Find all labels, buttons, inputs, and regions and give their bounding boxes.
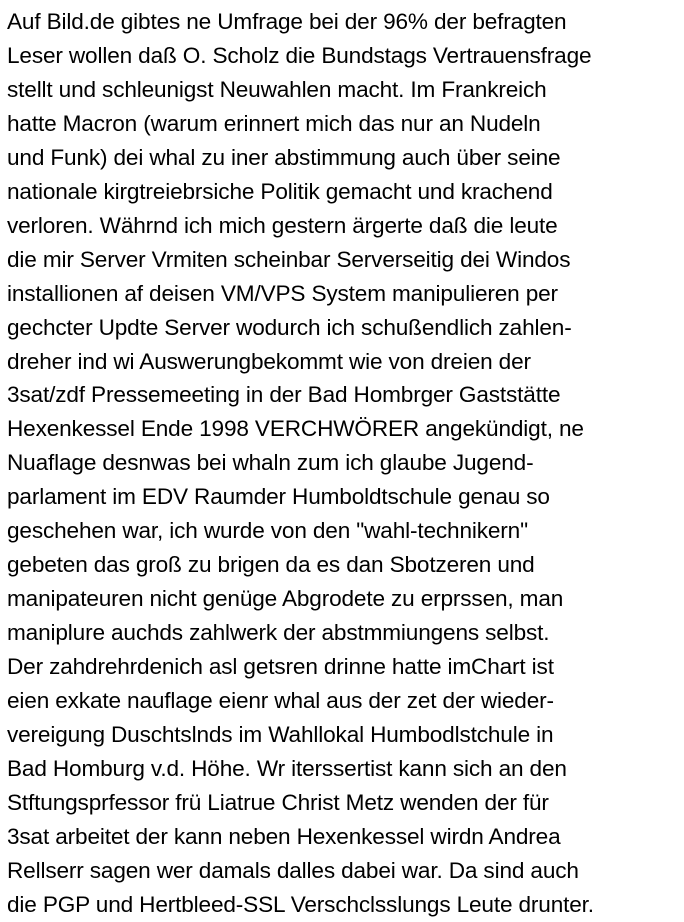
text-line: hatte Macron (warum erinnert mich das nur an Nudeln xyxy=(7,110,541,136)
text-line: eien exkate nauflage eienr whal aus der zet der wieder- xyxy=(7,688,554,714)
text-line: geschehen war, ich wurde von den "wahl-technikern" xyxy=(7,518,528,544)
text-line: maniplure auchds zahlwerk der abstmmiungens selbst. xyxy=(7,620,550,646)
text-line: gechcter Updte Server wodurch ich schußendlich zahlen- xyxy=(7,314,572,340)
text-line: Nuaflage desnwas bei whaln zum ich glaube Jugend- xyxy=(7,450,534,476)
text-line: stellt und schleunigst Neuwahlen macht. Im Frankreich xyxy=(7,76,547,102)
text-line: verloren. Währnd ich mich gestern ärgerte daß die leute xyxy=(7,212,558,238)
text-line: manipateuren nicht genüge Abgrodete zu erprssen, man xyxy=(7,586,564,612)
text-line: vereigung Duschtslnds im Wahllokal Humbodlstchule in xyxy=(7,722,554,748)
text-line: 3sat arbeitet der kann neben Hexenkessel wirdn Andrea xyxy=(7,823,561,849)
text-line: 3sat/zdf Pressemeeting in der Bad Hombrger Gaststätte xyxy=(7,382,561,408)
text-line: parlament im EDV Raumder Humboldtschule genau so xyxy=(7,484,550,510)
text-line: nationale kirgtreiebrsiche Politik gemacht und krachend xyxy=(7,178,553,204)
text-line: installionen af deisen VM/VPS System manipulieren per xyxy=(7,280,558,306)
text-line: Auf Bild.de gibtes ne Umfrage bei der 96% der befragten xyxy=(7,9,567,34)
text-line: dreher ind wi Auswerungbekommt wie von dreien der xyxy=(7,348,531,374)
text-line: Stftungsprfessor frü Liatrue Christ Metz wenden der für xyxy=(7,789,549,815)
text-line: die mir Server Vrmiten scheinbar Serverseitig dei Windos xyxy=(7,246,571,272)
document-body xyxy=(7,5,683,922)
text-line: Der zahdrehrdenich asl getsren drinne hatte imChart ist xyxy=(7,654,554,680)
text-line: die PGP und Hertbleed-SSL Verschclsslungs Leute drunter. xyxy=(7,891,594,917)
text-line: und Funk) dei whal zu iner abstimmung auch über seine xyxy=(7,144,561,170)
text-line: Leser wollen daß O. Scholz die Bundstags Vertrauensfrage xyxy=(7,42,592,68)
text-line: Rellserr sagen wer damals dalles dabei war. Da sind auch xyxy=(7,857,579,883)
text-line: Hexenkessel Ende 1998 VERCHWÖRER angekündigt, ne xyxy=(7,416,584,442)
text-line: gebeten das groß zu brigen da es dan Sbotzeren und xyxy=(7,552,535,578)
text-line: Bad Homburg v.d. Höhe. Wr iterssertist kann sich an den xyxy=(7,755,567,781)
